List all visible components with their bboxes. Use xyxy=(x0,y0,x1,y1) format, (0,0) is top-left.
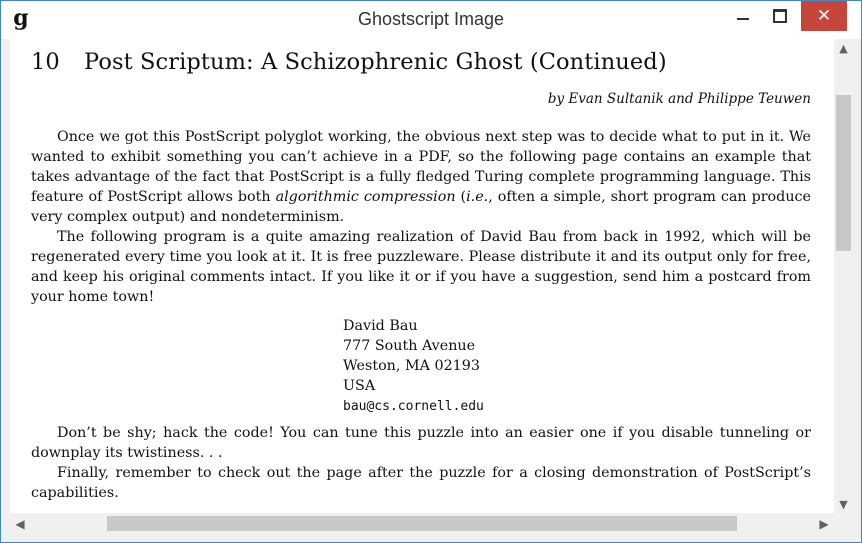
paragraph-line: takes advantage of the fact that PostScript is a fully fledged Turing complete programming language. This xyxy=(31,169,811,185)
paragraph-line: your home town! xyxy=(31,289,155,305)
horizontal-scroll-thumb[interactable] xyxy=(107,516,737,531)
chevron-up-icon: ▲ xyxy=(839,41,848,55)
paragraph-line: Once we got this PostScript polyglot working, the obvious next step was to decide what to put in it. We xyxy=(57,129,811,145)
paragraph-line xyxy=(31,187,811,207)
address-country: USA xyxy=(343,378,376,394)
paragraph-line: capabilities. xyxy=(31,485,119,501)
chevron-down-icon: ▼ xyxy=(839,497,848,511)
byline: by Evan Sultanik and Philippe Teuwen xyxy=(547,91,811,107)
document-view[interactable] xyxy=(10,39,834,513)
paragraph-line: regenerated every time you look at it. It is free puzzleware. Please distribute it and its output only for free, xyxy=(31,249,811,265)
vertical-scroll-thumb[interactable] xyxy=(836,95,851,251)
scroll-right-button[interactable] xyxy=(814,513,834,534)
minimize-icon xyxy=(737,18,749,20)
paragraph-line: wanted to exhibit something you can’t achieve in a PDF, so the following page contains an example that xyxy=(31,149,811,165)
text-run: , often a simple, short program can produce xyxy=(488,189,811,205)
scroll-up-button[interactable] xyxy=(834,39,853,57)
section-title: Post Scriptum: A Schizophrenic Ghost (Continued) xyxy=(84,49,667,75)
maximize-icon xyxy=(773,9,787,23)
close-button[interactable] xyxy=(801,1,847,31)
maximize-button[interactable] xyxy=(765,1,795,31)
chevron-left-icon: ◀ xyxy=(15,516,25,531)
horizontal-scrollbar[interactable] xyxy=(10,513,834,534)
address-name: David Bau xyxy=(343,318,418,334)
paragraph-line: and keep his original comments intact. If you like it or if you have a suggestion, send him a postcard from xyxy=(31,269,811,285)
scrollbar-corner xyxy=(834,513,853,534)
close-icon: ✕ xyxy=(816,5,832,26)
minimize-button[interactable] xyxy=(721,1,765,31)
chevron-right-icon: ▶ xyxy=(819,516,829,531)
text-run: feature of PostScript allows both xyxy=(31,189,276,205)
emphasis-text: algorithmic compression xyxy=(275,189,456,205)
ghostscript-app-icon[interactable]: g xyxy=(13,5,29,31)
text-run: ( xyxy=(455,189,467,205)
address-street: 777 South Avenue xyxy=(343,338,476,354)
paragraph-line: downplay its twistiness. . . xyxy=(31,445,223,461)
scroll-down-button[interactable] xyxy=(834,495,853,513)
vertical-scrollbar[interactable] xyxy=(834,39,853,513)
section-number: 10 xyxy=(31,49,60,75)
scroll-left-button[interactable] xyxy=(10,513,30,534)
window-title: Ghostscript Image xyxy=(357,9,505,29)
paragraph-line: The following program is a quite amazing realization of David Bau from back in 1992, which will be xyxy=(57,229,811,245)
address-email: bau@cs.cornell.edu xyxy=(343,399,484,414)
title-bar[interactable] xyxy=(1,1,861,39)
address-city: Weston, MA 02193 xyxy=(343,358,480,374)
section-heading xyxy=(31,47,811,77)
emphasis-text: i.e. xyxy=(466,189,489,205)
paragraph-line: Finally, remember to check out the page after the puzzle for a closing demonstration of PostScript’s xyxy=(57,465,811,481)
paragraph-line: very complex output) and nondeterminism. xyxy=(31,209,345,225)
paragraph-line: Don’t be shy; hack the code! You can tune this puzzle into an easier one if you disable tunneling or xyxy=(57,425,811,441)
